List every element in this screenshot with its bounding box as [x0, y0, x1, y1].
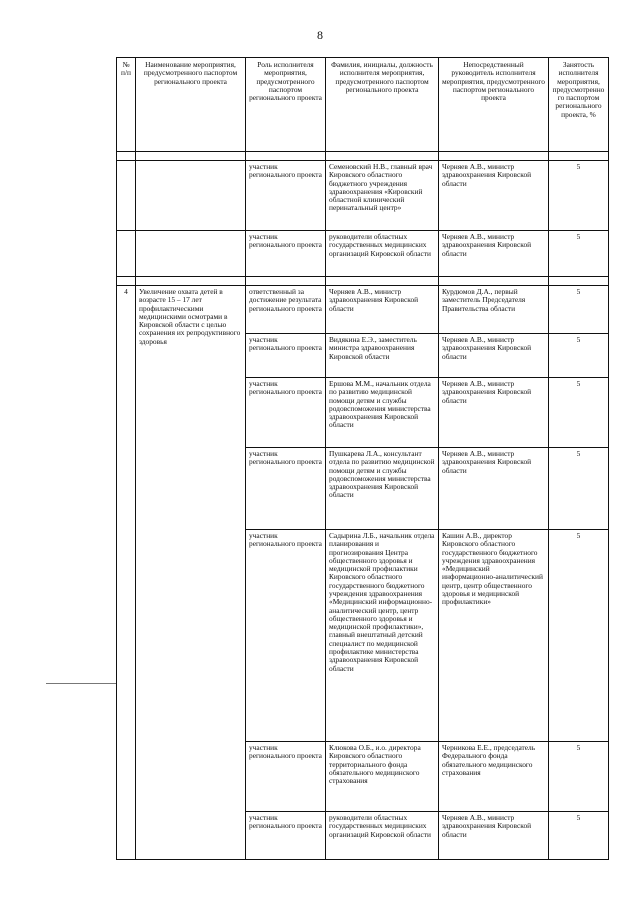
employment-cell: 5: [549, 812, 609, 860]
employment-cell: 5: [549, 378, 609, 448]
supervisor-cell: Черняев А.В., министр здравоохранения Кировской области: [439, 812, 549, 860]
employment-cell: 5: [549, 448, 609, 530]
person-cell: Садырина Л.Б., начальник отдела планирования и прогнозирования Центра общественного здоровья и медицинской профилактики Кировского областного государственного бюджетного учреждения здравоохранения «Медицинский информационно-аналитический центр, центр общественного здоровья и медицинской профилактики», главный внештатный детский специалист по медицинской профилактике министерства здравоохранения Кировской области: [326, 530, 439, 742]
person-cell: Семеновский Н.В., главный врач Кировского областного бюджетного учреждения здравоохранения «Кировский областной клинический перинатальный центр»: [326, 161, 439, 231]
executors-table: [116, 57, 609, 860]
table-header-row: [117, 58, 609, 152]
supervisor-cell: Черняев А.В., министр здравоохранения Кировской области: [439, 448, 549, 530]
supervisor-cell: Курдюмов Д.А., первый заместитель Председателя Правительства области: [439, 286, 549, 334]
employment-cell: 5: [549, 286, 609, 334]
table-row: [117, 286, 609, 334]
employment-cell: 5: [549, 530, 609, 742]
header-role: Роль исполнителя мероприятия, предусмотренного паспортом регионального проекта: [246, 58, 326, 152]
supervisor-cell: Черняев А.В., министр здравоохранения Кировской области: [439, 161, 549, 231]
person-cell: Ершова М.М., начальник отдела по развитию медицинской помощи детям и службы родовспоможения министерства здравоохранения Кировской области: [326, 378, 439, 448]
gap-row: [117, 152, 609, 161]
section-number: 4: [117, 286, 136, 860]
person-cell: Пушкарева Л.А., консультант отдела по развитию медицинской помощи детям и службы родовспоможения министерства здравоохранения Кировской области: [326, 448, 439, 530]
supervisor-cell: Черняев А.В., министр здравоохранения Кировской области: [439, 334, 549, 378]
person-cell: руководители областных государственных медицинских организаций Кировской области: [326, 812, 439, 860]
header-person: Фамилия, инициалы, должность исполнителя мероприятия, предусмотренного паспортом регионального проекта: [326, 58, 439, 152]
supervisor-cell: Черникова Е.Е., председатель Федерального фонда обязательного медицинского страхования: [439, 742, 549, 812]
role-cell: участник регионального проекта: [246, 161, 326, 231]
person-cell: руководители областных государственных медицинских организаций Кировской области: [326, 231, 439, 277]
header-employment: Занятость исполнителя мероприятия, предусмотренного паспортом регионального проекта, %: [549, 58, 609, 152]
role-cell: участник регионального проекта: [246, 530, 326, 742]
header-supervisor: Непосредственный руководитель исполнителя мероприятия, предусмотренного паспортом регионального проекта: [439, 58, 549, 152]
gap-row: [117, 277, 609, 286]
role-cell: участник регионального проекта: [246, 448, 326, 530]
employment-cell: 5: [549, 231, 609, 277]
role-cell: ответственный за достижение результата регионального проекта: [246, 286, 326, 334]
page-number: 8: [317, 28, 323, 42]
role-cell: участник регионального проекта: [246, 334, 326, 378]
header-event: Наименование мероприятия, предусмотренного паспортом регионального проекта: [136, 58, 246, 152]
supervisor-cell: Черняев А.В., министр здравоохранения Кировской области: [439, 231, 549, 277]
role-cell: участник регионального проекта: [246, 231, 326, 277]
employment-cell: 5: [549, 334, 609, 378]
table-row: [117, 231, 609, 277]
role-cell: участник регионального проекта: [246, 812, 326, 860]
employment-cell: 5: [549, 161, 609, 231]
table-row: [117, 161, 609, 231]
header-num: № п/п: [117, 58, 136, 152]
supervisor-cell: Кашин А.В., директор Кировского областного государственного бюджетного учреждения здравоохранения «Медицинский информационно-аналитический центр, центр общественного здоровья и медицинской профилактики»: [439, 530, 549, 742]
person-cell: Черняев А.В., министр здравоохранения Кировской области: [326, 286, 439, 334]
person-cell: Клюкова О.Б., и.о. директора Кировского областного территориального фонда обязательного медицинского страхования: [326, 742, 439, 812]
event-name: Увеличение охвата детей в возрасте 15 – 17 лет профилактическими медицинскими осмотрами в Кировской области с целью сохранения их репродуктивного здоровья: [136, 286, 246, 860]
role-cell: участник регионального проекта: [246, 378, 326, 448]
supervisor-cell: Черняев А.В., министр здравоохранения Кировской области: [439, 378, 549, 448]
margin-mark: [46, 683, 116, 684]
person-cell: Видякина Е.Э., заместитель министра здравоохранения Кировской области: [326, 334, 439, 378]
role-cell: участник регионального проекта: [246, 742, 326, 812]
employment-cell: 5: [549, 742, 609, 812]
